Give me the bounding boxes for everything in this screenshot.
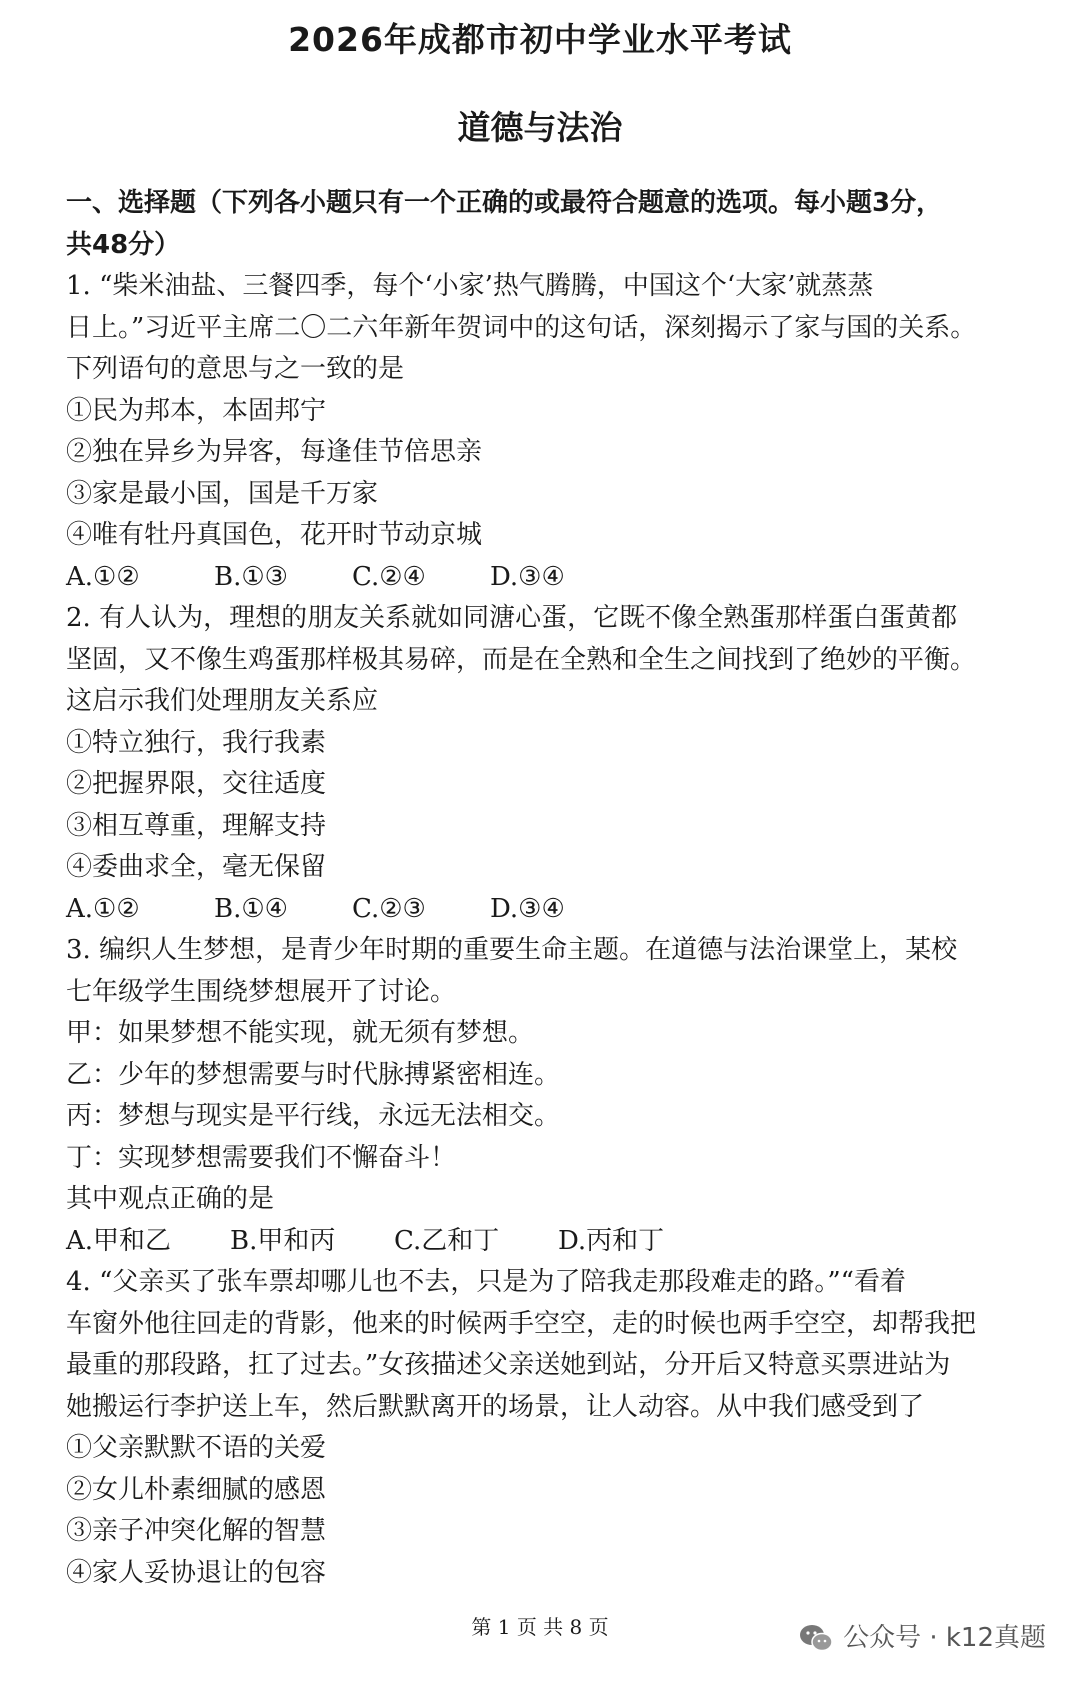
question-4: [66, 1262, 1026, 1594]
answer-choice-b: B.甲和丙: [230, 1225, 336, 1256]
section-heading: [66, 183, 1026, 266]
section-heading-line: 一、选择题（下列各小题只有一个正确的或最符合题意的选项。每小题3分，: [66, 188, 943, 218]
viewpoint-option: 甲：如果梦想不能实现，就无须有梦想。: [66, 1018, 535, 1048]
question-3: [66, 930, 1026, 1262]
question-stem-line: 4. “父亲买了张车票却哪儿也不去，只是为了陪我走那段难走的路。”“看着: [66, 1267, 906, 1297]
exam-title: 2026年成都市初中学业水平考试: [288, 20, 792, 59]
answer-choice-a: A.①②: [66, 893, 140, 924]
question-stem-line: 最重的那段路，扛了过去。”女孩描述父亲送她到站，分开后又特意买票进站为: [66, 1350, 951, 1380]
question-stem-line: 下列语句的意思与之一致的是: [66, 354, 405, 384]
viewpoint-option: 乙：少年的梦想需要与时代脉搏紧密相连。: [66, 1059, 561, 1090]
statement-option: ④唯有牡丹真国色，花开时节动京城: [66, 520, 483, 550]
answer-choice-a: A.①②: [66, 561, 140, 592]
statement-option: ③家是最小国，国是千万家: [66, 478, 379, 509]
question-stem-line: 坚固，又不像生鸡蛋那样极其易碎，而是在全熟和全生之间找到了绝妙的平衡。: [66, 644, 977, 675]
answer-choices: [66, 1221, 1026, 1263]
statement-option: ①特立独行，我行我素: [66, 727, 327, 758]
section-heading-line: 共48分）: [66, 229, 181, 260]
question-stem-line: 3. 编织人生梦想，是青少年时期的重要生命主题。在道德与法治课堂上，某校: [66, 935, 958, 965]
statement-option: ④委曲求全，毫无保留: [66, 852, 327, 882]
statement-option: ①父亲默默不语的关爱: [66, 1433, 327, 1463]
answer-choices: [66, 557, 1026, 599]
viewpoint-option: 丁：实现梦想需要我们不懈奋斗！: [66, 1142, 457, 1173]
answer-choice-c: C.乙和丁: [394, 1225, 500, 1256]
answer-choice-a: A.甲和乙: [66, 1225, 172, 1256]
answer-choice-c: C.②③: [352, 893, 426, 924]
watermark-text: 公众号 · k12真题: [843, 1623, 1046, 1653]
question-stem-line: 日上。”习近平主席二〇二六年新年贺词中的这句话，深刻揭示了家与国的关系。: [66, 312, 977, 343]
question-1: [66, 266, 1026, 598]
subject-title: 道德与法治: [457, 108, 623, 147]
answer-choice-d: D.丙和丁: [558, 1225, 665, 1256]
answer-choice-c: C.②④: [352, 561, 426, 592]
page-number: 第 1 页 共 8 页: [471, 1615, 609, 1639]
question-stem-line: 七年级学生围绕梦想展开了讨论。: [66, 976, 457, 1007]
answer-choices: [66, 889, 1026, 931]
statement-option: ③相互尊重，理解支持: [66, 810, 327, 841]
question-2: [66, 598, 1026, 930]
wechat-icon: [799, 1623, 833, 1653]
question-stem-line: 1. “柴米油盐、三餐四季，每个‘小家’热气腾腾，中国这个‘大家’就蒸蒸: [66, 271, 874, 301]
answer-choice-b: B.①③: [214, 561, 288, 592]
statement-option: ④家人妥协退让的包容: [66, 1557, 327, 1588]
question-stem-line: 这启示我们处理朋友关系应: [66, 686, 379, 716]
statement-option: ①民为邦本，本固邦宁: [66, 395, 327, 426]
answer-choice-b: B.①④: [214, 893, 288, 924]
answer-choice-d: D.③④: [490, 561, 565, 592]
statement-option: ②独在异乡为异客，每逢佳节倍思亲: [66, 437, 483, 467]
answer-choice-d: D.③④: [490, 893, 565, 924]
viewpoint-option: 丙：梦想与现实是平行线，永远无法相交。: [66, 1101, 561, 1131]
exam-content: [66, 183, 1026, 1594]
question-stem-line: 她搬运行李护送上车，然后默默离开的场景，让人动容。从中我们感受到了: [66, 1391, 925, 1422]
statement-option: ②女儿朴素细腻的感恩: [66, 1474, 327, 1505]
question-stem-line: 2. 有人认为，理想的朋友关系就如同溏心蛋，它既不像全熟蛋那样蛋白蛋黄都: [66, 603, 958, 633]
question-stem-line: 车窗外他往回走的背影，他来的时候两手空空，走的时候也两手空空，却帮我把: [66, 1308, 977, 1339]
question-prompt: 其中观点正确的是: [66, 1184, 275, 1214]
statement-option: ②把握界限，交往适度: [66, 769, 327, 799]
wechat-watermark: [799, 1620, 1046, 1656]
statement-option: ③亲子冲突化解的智慧: [66, 1516, 327, 1546]
